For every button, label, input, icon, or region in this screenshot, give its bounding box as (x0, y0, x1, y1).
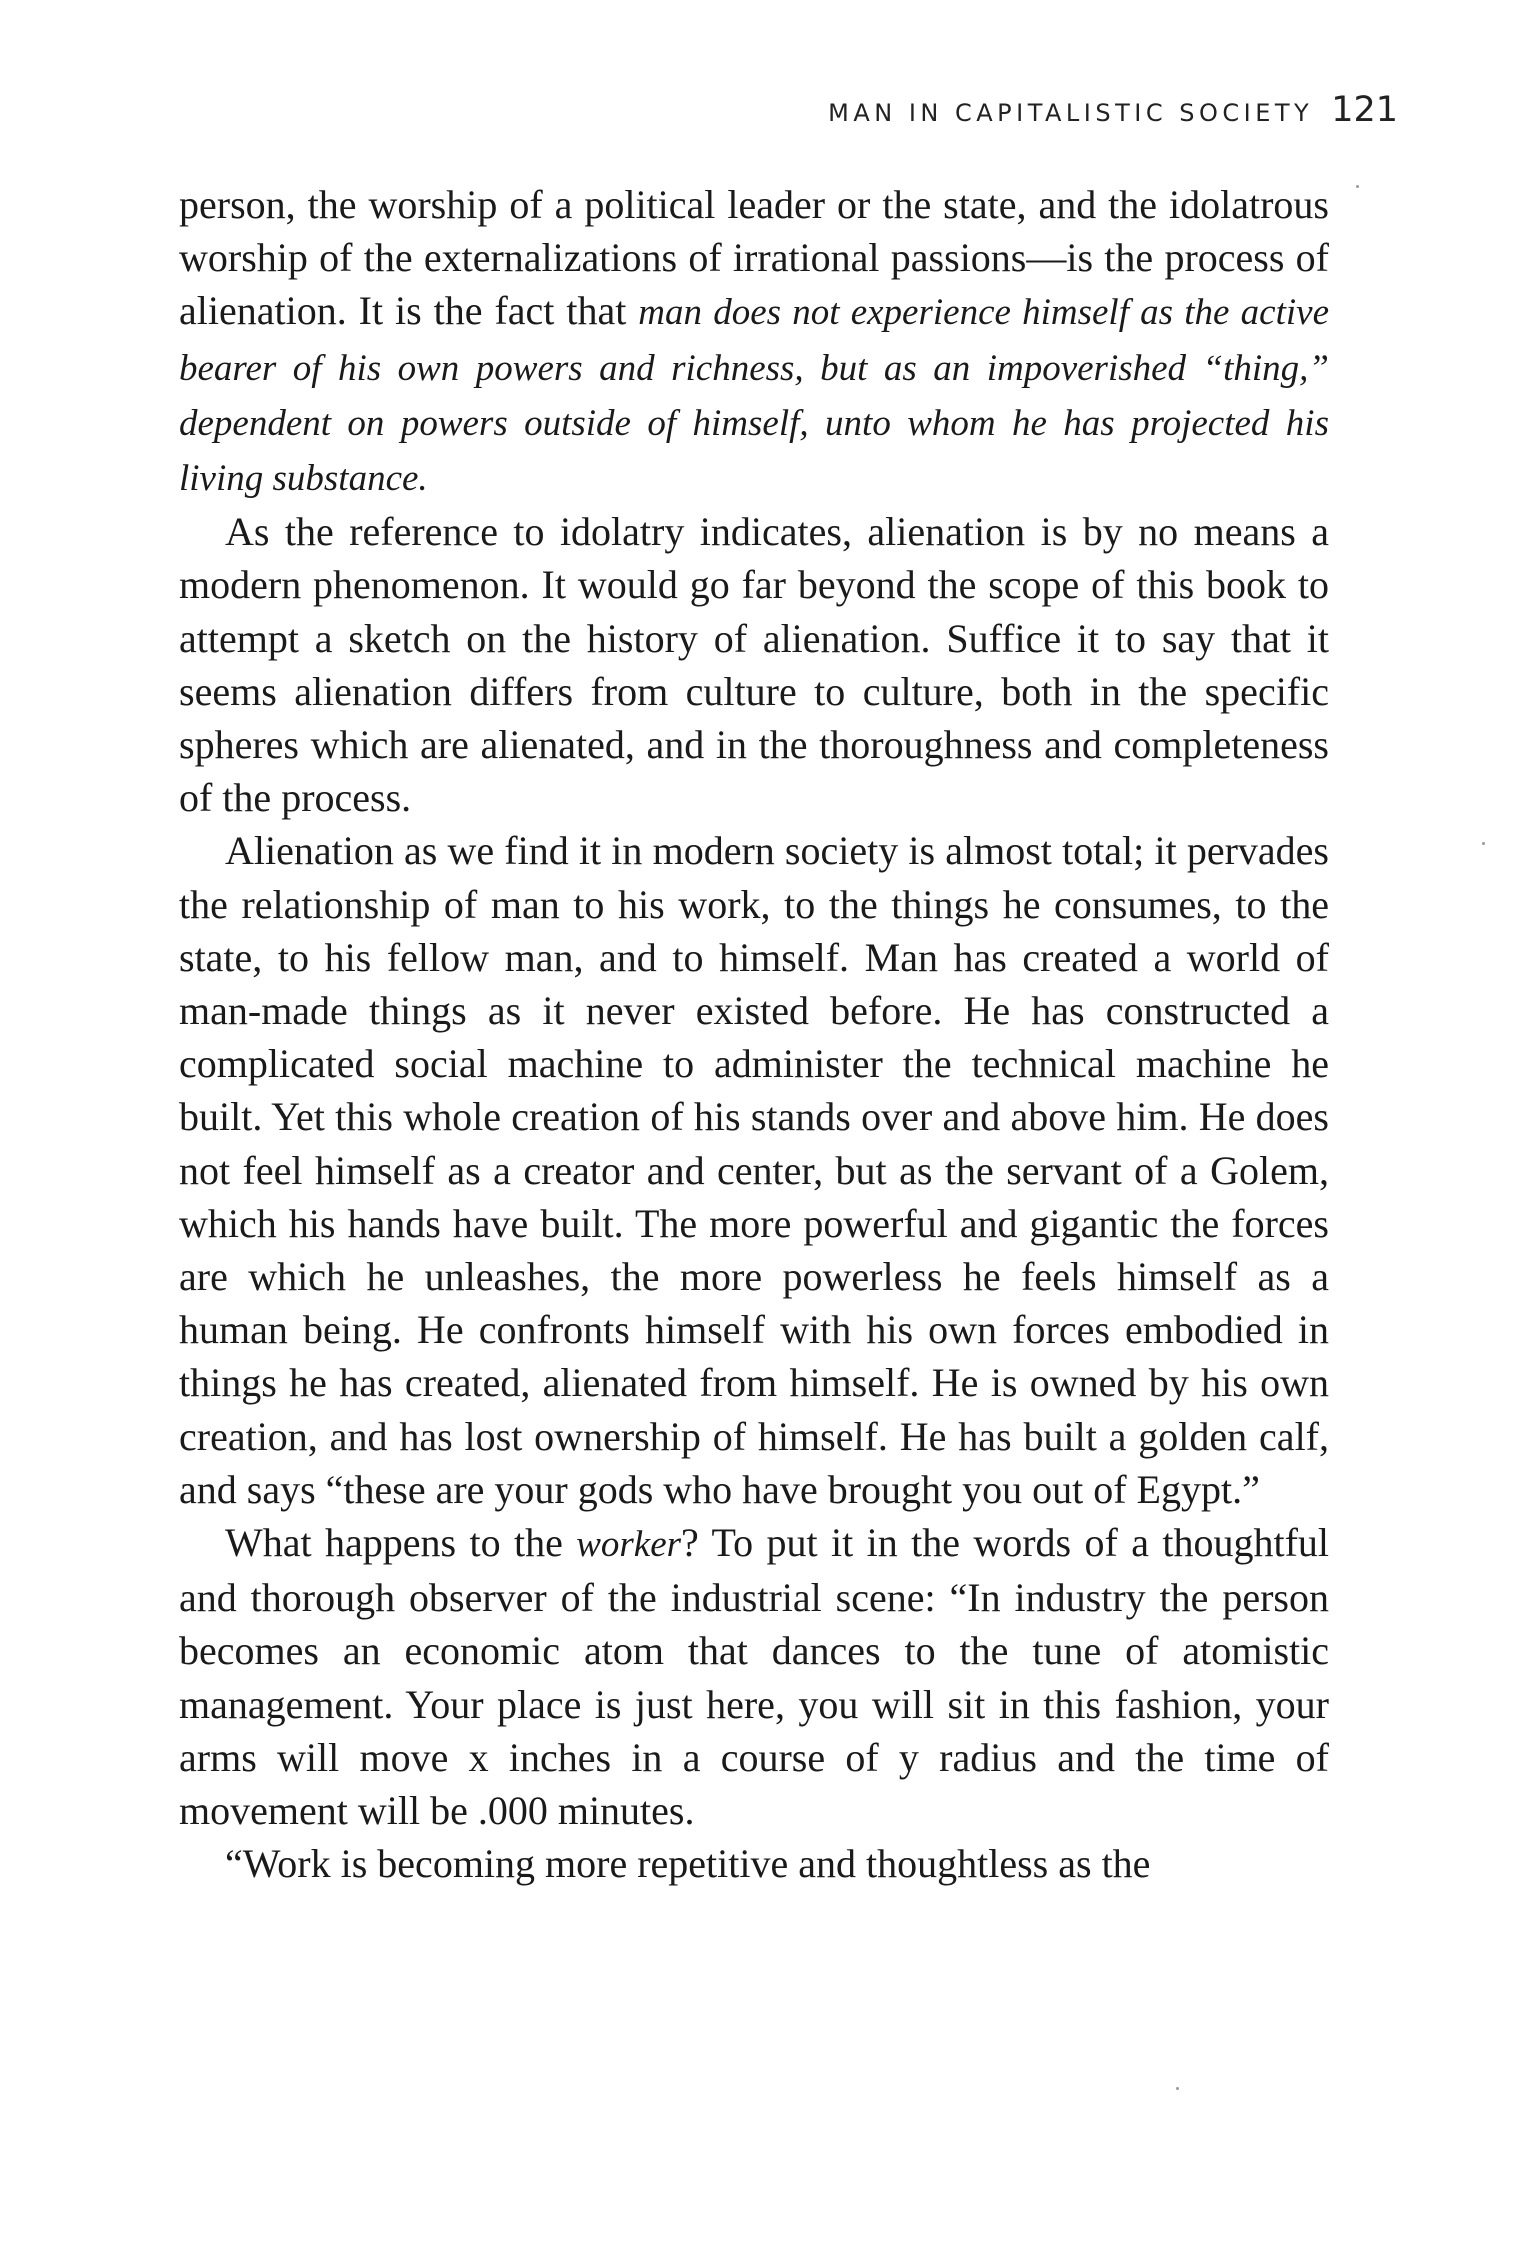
body-text (179, 178, 1329, 1891)
paragraph-1-emphasis: man does not experience himself as the active bearer of his own powers and richness, but as an impoverished “thing,” dependent on powers outside of himself, unto whom he has projected his living substance. (179, 292, 1330, 500)
paragraph-4 (179, 1516, 1329, 1837)
paragraph-4-rest: ? To put it in the words of a thoughtful and thorough observer of the industrial scene: “In industry the person becomes an economic atom that dances to the tune of atomistic management. Your place is just here, you will sit in this fashion, your arms will move x inches in a course of y radius and the time of movement will be .000 minutes. (179, 1520, 1329, 1834)
scan-speck (1482, 842, 1485, 845)
paragraph-3: Alienation as we find it in modern society is almost total; it pervades the relationship of man to his work, to the things he consumes, to the state, to his fellow man, and to himself. Man has created a world of man-made things as it never existed before. He has constructed a complicated social machine to administer the technical machine he built. Yet this whole creation of his stands over and above him. He does not feel himself as a creator and center, but as the servant of a Golem, which his hands have built. The more powerful and gigantic the forces are which he unleashes, the more powerless he feels himself as a human being. He confronts himself with his own forces embodied in things he has created, alienated from himself. He is owned by his own creation, and has lost ownership of himself. He has built a golden calf, and says “these are your gods who have brought you out of Egypt.” (179, 828, 1329, 1512)
running-head (828, 90, 1398, 130)
paragraph-1 (179, 178, 1329, 505)
paragraph-2: As the reference to idolatry indicates, alienation is by no means a modern phenomenon. It would go far beyond the scope of this book to attempt a sketch on the history of alienation. Suffice it to say that it seems alienation differs from culture to culture, both in the specific spheres which are alienated, and in the thoroughness and completeness of the process. (179, 509, 1329, 821)
paragraph-4-lead: What happens to the (225, 1520, 577, 1566)
scan-speck (1356, 185, 1359, 188)
paragraph-4-emphasis: worker (576, 1524, 682, 1566)
paragraph-5: “Work is becoming more repetitive and thoughtless as the (225, 1841, 1151, 1887)
paragraph-1-text: person, the worship of a political leader or the state, and the idolatrous worship of the externalizations of irrational passions—is the process of alienation. It is the fact that (179, 182, 1329, 334)
running-title: MAN IN CAPITALISTIC SOCIETY (828, 99, 1314, 127)
page-number: 121 (1331, 90, 1398, 130)
scan-speck (1176, 2087, 1179, 2090)
